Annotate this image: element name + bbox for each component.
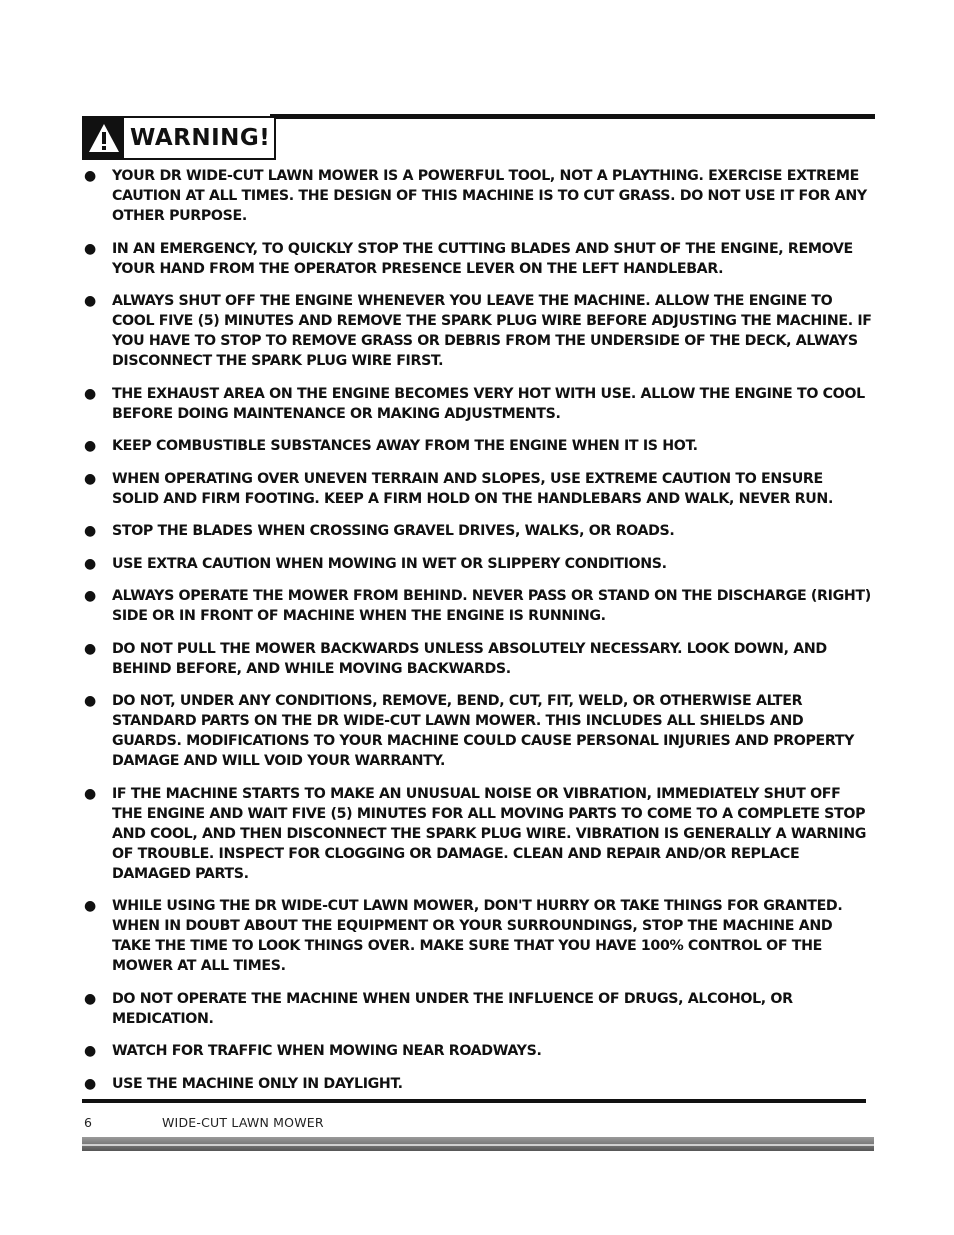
bullet-icon: ● bbox=[84, 168, 96, 184]
warning-text: ALWAYS SHUT OFF THE ENGINE WHENEVER YOU LEAVE THE MACHINE. ALLOW THE ENGINE TO COOL FIVE (5) MINUTES AND REMOVE THE SPARK PLUG WIRE BEFORE ADJUSTING THE MACHINE. IF YOU HAVE TO STOP TO REMOVE GRASS OR DEBRIS FROM THE UNDERSIDE OF THE DECK, ALWAYS DISCONNECT THE SPARK PLUG WIRE FIRST. bbox=[112, 293, 872, 369]
warning-item bbox=[82, 384, 872, 424]
bullet-icon: ● bbox=[84, 898, 96, 914]
warning-item bbox=[82, 469, 872, 509]
warning-item bbox=[82, 1074, 872, 1094]
warning-item bbox=[82, 639, 872, 679]
bottom-rule bbox=[82, 1099, 866, 1103]
warning-text: YOUR DR WIDE-CUT LAWN MOWER IS A POWERFUL TOOL, NOT A PLAYTHING. EXERCISE EXTREME CAUTION AT ALL TIMES. THE DESIGN OF THIS MACHINE IS TO CUT GRASS. DO NOT USE IT FOR ANY OTHER PURPOSE. bbox=[112, 168, 867, 224]
warning-text: WATCH FOR TRAFFIC WHEN MOWING NEAR ROADWAYS. bbox=[112, 1043, 542, 1059]
bullet-icon: ● bbox=[84, 785, 96, 802]
bullet-icon: ● bbox=[84, 1043, 96, 1059]
warning-text: STOP THE BLADES WHEN CROSSING GRAVEL DRIVES, WALKS, OR ROADS. bbox=[112, 523, 675, 539]
warning-item bbox=[82, 896, 872, 976]
warning-item bbox=[82, 989, 872, 1029]
warning-text: WHILE USING THE DR WIDE-CUT LAWN MOWER, DON'T HURRY OR TAKE THINGS FOR GRANTED. WHEN IN DOUBT ABOUT THE EQUIPMENT OR YOUR SURROUNDINGS, STOP THE MACHINE AND TAKE THE TIME TO LOOK THINGS OVER. MAKE SURE THAT YOU HAVE 100% CONTROL OF THE MOWER AT ALL TIMES. bbox=[112, 898, 843, 974]
warning-list bbox=[82, 166, 872, 1106]
warning-text: DO NOT PULL THE MOWER BACKWARDS UNLESS ABSOLUTELY NECESSARY. LOOK DOWN, AND BEHIND BEFORE, AND WHILE MOVING BACKWARDS. bbox=[112, 640, 827, 677]
warning-item bbox=[82, 784, 872, 884]
top-rule bbox=[270, 114, 875, 119]
warning-item bbox=[82, 239, 872, 279]
warning-text: WHEN OPERATING OVER UNEVEN TERRAIN AND SLOPES, USE EXTREME CAUTION TO ENSURE SOLID AND FIRM FOOTING. KEEP A FIRM HOLD ON THE HANDLEBARS AND WALK, NEVER RUN. bbox=[112, 470, 833, 507]
warning-triangle-icon bbox=[84, 118, 124, 158]
bullet-icon: ● bbox=[84, 990, 96, 1007]
bullet-icon: ● bbox=[84, 293, 96, 309]
warning-text: USE THE MACHINE ONLY IN DAYLIGHT. bbox=[112, 1075, 403, 1092]
warning-text: THE EXHAUST AREA ON THE ENGINE BECOMES VERY HOT WITH USE. ALLOW THE ENGINE TO COOL BEFORE DOING MAINTENANCE OR MAKING ADJUSTMENTS. bbox=[112, 385, 865, 422]
warning-text: DO NOT, UNDER ANY CONDITIONS, REMOVE, BEND, CUT, FIT, WELD, OR OTHERWISE ALTER STANDARD PARTS ON THE DR WIDE-CUT LAWN MOWER. THIS INCLUDES ALL SHIELDS AND GUARDS. MODIFICATIONS TO YOUR MACHINE COULD CAUSE PERSONAL INJURIES AND PROPERTY DAMAGE AND WILL VOID YOUR WARRANTY. bbox=[112, 693, 855, 769]
warning-item bbox=[82, 166, 872, 226]
warning-item bbox=[82, 521, 872, 541]
warning-item bbox=[82, 291, 872, 371]
warning-item bbox=[82, 554, 872, 574]
warning-item bbox=[82, 436, 872, 456]
warning-text: KEEP COMBUSTIBLE SUBSTANCES AWAY FROM THE ENGINE WHEN IT IS HOT. bbox=[112, 438, 698, 454]
bullet-icon: ● bbox=[84, 1075, 96, 1092]
bullet-icon: ● bbox=[84, 470, 96, 487]
bullet-icon: ● bbox=[84, 640, 96, 657]
warning-item bbox=[82, 586, 872, 626]
bullet-icon: ● bbox=[84, 385, 96, 402]
bullet-icon: ● bbox=[84, 693, 96, 709]
bullet-icon: ● bbox=[84, 438, 96, 454]
warning-text: DO NOT OPERATE THE MACHINE WHEN UNDER THE INFLUENCE OF DRUGS, ALCOHOL, OR MEDICATION. bbox=[112, 990, 793, 1027]
warning-text: IN AN EMERGENCY, TO QUICKLY STOP THE CUTTING BLADES AND SHUT OF THE ENGINE, REMOVE YOUR HAND FROM THE OPERATOR PRESENCE LEVER ON THE LEFT HANDLEBAR. bbox=[112, 240, 853, 277]
warning-item bbox=[82, 1041, 872, 1061]
page-number: 6 bbox=[84, 1115, 92, 1130]
warning-item bbox=[82, 691, 872, 771]
footer-title: WIDE-CUT LAWN MOWER bbox=[162, 1115, 324, 1130]
warning-text: USE EXTRA CAUTION WHEN MOWING IN WET OR SLIPPERY CONDITIONS. bbox=[112, 555, 667, 572]
warning-header bbox=[82, 116, 276, 160]
bullet-icon: ● bbox=[84, 588, 96, 604]
warning-text: ALWAYS OPERATE THE MOWER FROM BEHIND. NEVER PASS OR STAND ON THE DISCHARGE (RIGHT) SIDE OR IN FRONT OF MACHINE WHEN THE ENGINE IS RUNNING. bbox=[112, 588, 871, 624]
bullet-icon: ● bbox=[84, 523, 96, 539]
footer-bar-highlight bbox=[82, 1144, 874, 1146]
bullet-icon: ● bbox=[84, 240, 96, 257]
bullet-icon: ● bbox=[84, 555, 96, 572]
warning-title: WARNING! bbox=[130, 125, 271, 151]
warning-text: IF THE MACHINE STARTS TO MAKE AN UNUSUAL NOISE OR VIBRATION, IMMEDIATELY SHUT OFF THE ENGINE AND WAIT FIVE (5) MINUTES FOR ALL MOVING PARTS TO COME TO A COMPLETE STOP AND COOL, AND THEN DISCONNECT THE SPARK PLUG WIRE. VIBRATION IS GENERALLY A WARNING OF TROUBLE. INSPECT FOR CLOGGING OR DAMAGE. CLEAN AND REPAIR AND/OR REPLACE DAMAGED PARTS. bbox=[112, 785, 867, 882]
